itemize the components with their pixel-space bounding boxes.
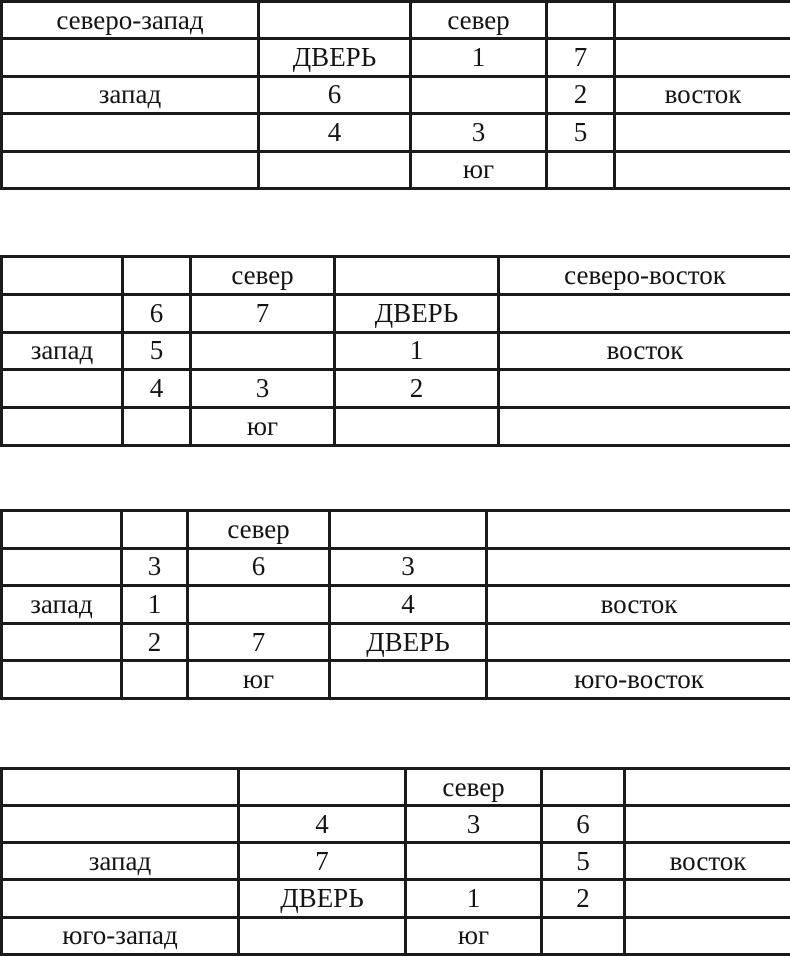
empty-cell (123, 256, 191, 294)
direction-cell: восток (615, 76, 790, 113)
direction-cell: север (411, 2, 547, 39)
direction-cell: юго-восток (487, 661, 790, 699)
number-cell: 3 (191, 370, 335, 408)
door-cell: ДВЕРЬ (330, 623, 487, 661)
empty-cell (2, 408, 123, 446)
number-cell: 3 (122, 548, 188, 586)
empty-cell (2, 768, 239, 805)
direction-cell: юг (406, 917, 542, 954)
empty-cell (239, 768, 406, 805)
empty-cell (625, 768, 790, 805)
number-cell: 2 (335, 370, 499, 408)
empty-cell (259, 151, 411, 188)
number-cell: 7 (547, 39, 615, 76)
direction-cell: север (188, 510, 330, 548)
empty-cell (542, 917, 625, 954)
empty-cell (625, 880, 790, 917)
number-cell: 4 (123, 370, 191, 408)
table-row (2, 548, 790, 586)
empty-cell (2, 370, 123, 408)
direction-cell: юго-запад (2, 917, 239, 954)
empty-cell (2, 114, 259, 151)
direction-cell: юг (188, 661, 330, 699)
table-row (2, 294, 790, 332)
number-cell: 3 (406, 806, 542, 843)
direction-cell: северо-восток (499, 256, 790, 294)
direction-cell: северо-запад (2, 2, 259, 39)
empty-cell (615, 2, 790, 39)
empty-cell (123, 408, 191, 446)
number-cell: 5 (123, 332, 191, 370)
empty-cell (499, 294, 790, 332)
table-row (2, 332, 790, 370)
empty-cell (487, 548, 790, 586)
room-plan-table-3 (0, 509, 790, 700)
number-cell: 6 (259, 76, 411, 113)
empty-cell (239, 917, 406, 954)
table-row (2, 768, 790, 805)
door-cell: ДВЕРЬ (259, 39, 411, 76)
empty-cell (188, 586, 330, 624)
number-cell: 2 (122, 623, 188, 661)
table-row (2, 586, 790, 624)
door-cell: ДВЕРЬ (239, 880, 406, 917)
empty-cell (547, 151, 615, 188)
empty-cell (259, 2, 411, 39)
empty-cell (330, 510, 487, 548)
empty-cell (122, 661, 188, 699)
empty-cell (487, 623, 790, 661)
empty-cell (122, 510, 188, 548)
empty-cell (487, 510, 790, 548)
empty-cell (625, 806, 790, 843)
room-plan-table-2 (0, 255, 790, 447)
empty-cell (615, 39, 790, 76)
table-row (2, 843, 790, 880)
empty-cell (615, 151, 790, 188)
direction-cell: юг (411, 151, 547, 188)
number-cell: 1 (122, 586, 188, 624)
table-row (2, 408, 790, 446)
number-cell: 4 (259, 114, 411, 151)
room-plan-table-4 (0, 767, 790, 956)
number-cell: 4 (239, 806, 406, 843)
number-cell: 6 (188, 548, 330, 586)
number-cell: 2 (542, 880, 625, 917)
table-row (2, 256, 790, 294)
empty-cell (547, 2, 615, 39)
table-row (2, 76, 790, 113)
direction-cell: юг (191, 408, 335, 446)
number-cell: 6 (123, 294, 191, 332)
direction-cell: восток (625, 843, 790, 880)
number-cell: 1 (335, 332, 499, 370)
empty-cell (2, 623, 122, 661)
empty-cell (2, 256, 123, 294)
number-cell: 3 (330, 548, 487, 586)
empty-cell (2, 294, 123, 332)
empty-cell (335, 408, 499, 446)
table-row (2, 661, 790, 699)
table-row (2, 510, 790, 548)
table-row (2, 370, 790, 408)
table-row (2, 151, 790, 188)
empty-cell (411, 76, 547, 113)
table-row (2, 880, 790, 917)
empty-cell (191, 332, 335, 370)
direction-cell: восток (499, 332, 790, 370)
empty-cell (499, 408, 790, 446)
door-cell: ДВЕРЬ (335, 294, 499, 332)
number-cell: 2 (547, 76, 615, 113)
empty-cell (615, 114, 790, 151)
empty-cell (499, 370, 790, 408)
table-row (2, 2, 790, 39)
table-row (2, 806, 790, 843)
room-plan-table-1 (0, 0, 790, 190)
direction-cell: запад (2, 76, 259, 113)
empty-cell (2, 151, 259, 188)
table-row (2, 917, 790, 954)
number-cell: 1 (406, 880, 542, 917)
empty-cell (335, 256, 499, 294)
direction-cell: восток (487, 586, 790, 624)
empty-cell (2, 39, 259, 76)
direction-cell: запад (2, 586, 122, 624)
number-cell: 1 (411, 39, 547, 76)
direction-cell: запад (2, 332, 123, 370)
table-row (2, 623, 790, 661)
number-cell: 7 (239, 843, 406, 880)
empty-cell (2, 548, 122, 586)
direction-cell: север (191, 256, 335, 294)
number-cell: 4 (330, 586, 487, 624)
number-cell: 7 (188, 623, 330, 661)
number-cell: 5 (542, 843, 625, 880)
number-cell: 7 (191, 294, 335, 332)
number-cell: 6 (542, 806, 625, 843)
empty-cell (406, 843, 542, 880)
empty-cell (2, 880, 239, 917)
empty-cell (2, 806, 239, 843)
empty-cell (2, 510, 122, 548)
empty-cell (330, 661, 487, 699)
table-row (2, 114, 790, 151)
number-cell: 5 (547, 114, 615, 151)
empty-cell (542, 768, 625, 805)
empty-cell (625, 917, 790, 954)
table-row (2, 39, 790, 76)
direction-cell: запад (2, 843, 239, 880)
number-cell: 3 (411, 114, 547, 151)
empty-cell (2, 661, 122, 699)
direction-cell: север (406, 768, 542, 805)
